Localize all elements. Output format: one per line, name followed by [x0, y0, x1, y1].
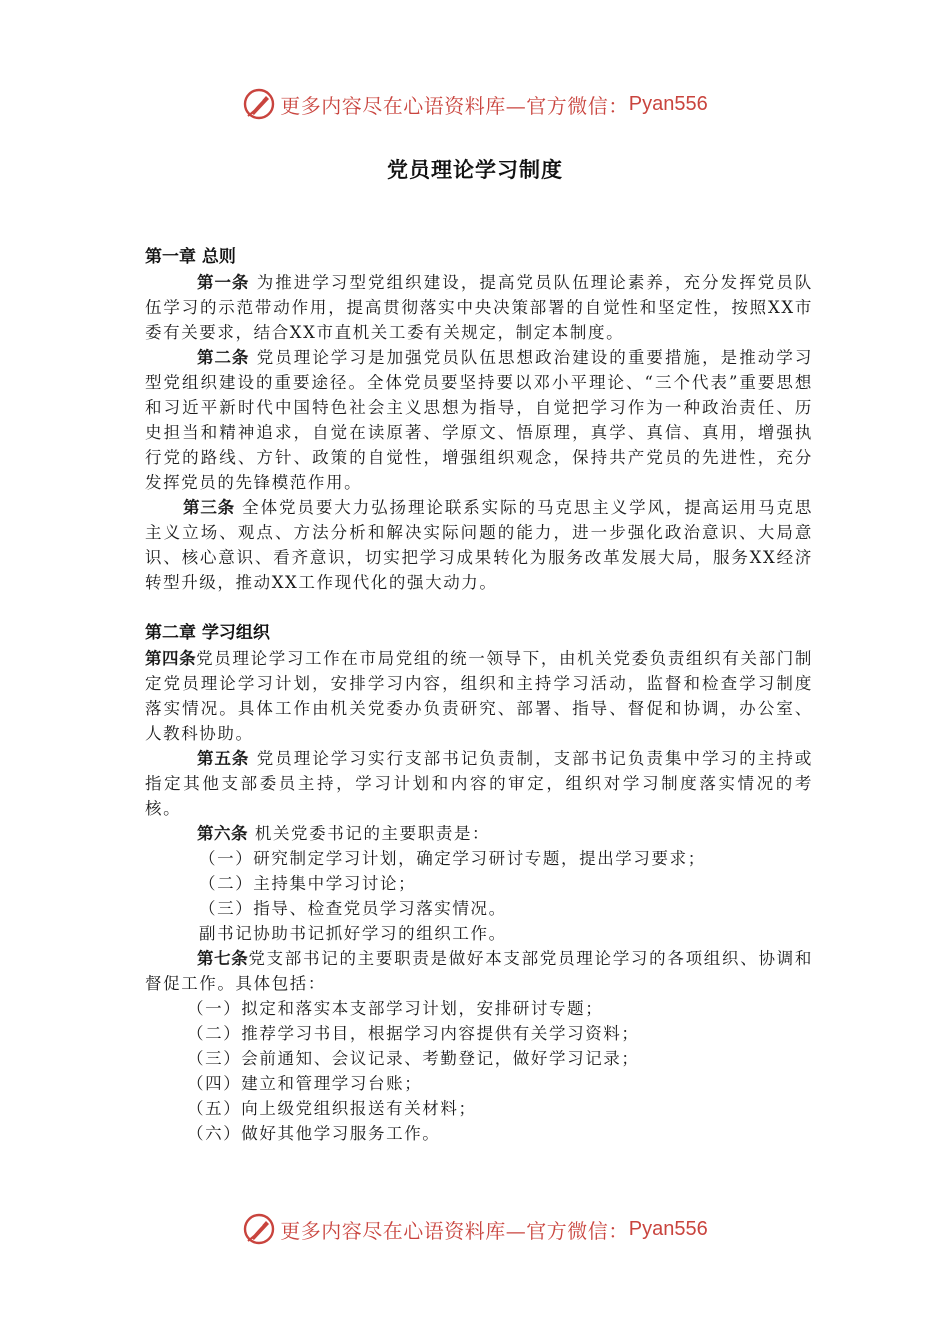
- watermark-text: 更多内容尽在心语资料库—官方微信：: [280, 1218, 629, 1243]
- quill-pen-logo-icon: [242, 1212, 276, 1246]
- chapter-heading: 第二章 学习组织: [145, 623, 270, 643]
- article-label: 第四条: [145, 649, 197, 668]
- article-text: 为推进学习型党组织建设，提高党员队伍理论素养，充分发挥党员队伍学习的示范带动作用，提高贯彻落实中央决策部署的自觉性和坚定性，按照XX市委有关要求，结合XX市直机关工委有关规定，制定本制度。: [145, 273, 813, 342]
- article-label: 第六条: [197, 824, 248, 843]
- list-item: （三）指导、检查党员学习落实情况。: [199, 899, 507, 918]
- watermark-wechat-id: Pyan556: [628, 92, 708, 115]
- watermark-wechat-id: Pyan556: [628, 1217, 708, 1240]
- article-text: 党员理论学习工作在市局党组的统一领导下，由机关党委负责组织有关部门制定党员理论学习计划，安排学习内容，组织和主持学习活动，监督和检查学习制度落实情况。具体工作由机关党委办负责研究、部署、指导、督促和协调，办公室、人教科协助。: [145, 649, 814, 743]
- list-item: （六）做好其他学习服务工作。: [187, 1124, 441, 1143]
- article-label: 第二条: [197, 348, 250, 367]
- article-text: 机关党委书记的主要职责是：: [248, 824, 491, 843]
- watermark-banner-bottom: [0, 1209, 950, 1249]
- quill-pen-logo-icon: [242, 87, 276, 121]
- article-text: 全体党员要大力弘扬理论联系实际的马克思主义学风，提高运用马克思主义立场、观点、方法分析和解决实际问题的能力，进一步强化政治意识、大局意识、核心意识、看齐意识，切实把学习成果转化为服务改革发展大局，服务XX经济转型升级，推动XX工作现代化的强大动力。: [145, 498, 814, 592]
- list-item: （二）推荐学习书目，根据学习内容提供有关学习资料；: [187, 1024, 640, 1043]
- article-label: 第七条: [197, 949, 249, 968]
- chapter-heading: 第一章 总则: [145, 247, 236, 267]
- list-item: （一）研究制定学习计划，确定学习研讨专题，提出学习要求；: [199, 849, 706, 868]
- article-paragraph: [145, 495, 813, 595]
- watermark-banner-top: [0, 84, 950, 124]
- document-title: 党员理论学习制度: [387, 158, 563, 182]
- article-paragraph: [145, 345, 813, 495]
- list-item: （五）向上级党组织报送有关材料；: [187, 1099, 477, 1118]
- article-note: 副书记协助书记抓好学习的组织工作。: [199, 924, 507, 943]
- article-text: 党员理论学习实行支部书记负责制，支部书记负责集中学习的主持或指定其他支部委员主持，学习计划和内容的审定，组织对学习制度落实情况的考核。: [145, 749, 813, 818]
- article-text: 党员理论学习是加强党员队伍思想政治建设的重要措施，是推动学习型党组织建设的重要途径。全体党员要坚持要以邓小平理论、“三个代表”重要思想和习近平新时代中国特色社会主义思想为指导，自觉把学习作为一种政治责任、历史担当和精神追求，自觉在读原著、学原文、悟原理，真学、真信、真用，增强执行党的路线、方针、政策的自觉性，增强组织观念，保持共产党员的先进性，充分发挥党员的先锋模范作用。: [145, 348, 813, 492]
- article-paragraph: [145, 646, 813, 746]
- article-text: 党支部书记的主要职责是做好本支部党员理论学习的各项组织、协调和督促工作。具体包括：: [145, 949, 813, 993]
- article-paragraph: [145, 746, 813, 821]
- article-label: 第三条: [183, 498, 235, 517]
- document-body: [145, 244, 813, 1146]
- list-item: （四）建立和管理学习台账；: [187, 1074, 423, 1093]
- article-label: 第五条: [197, 749, 250, 768]
- article-label: 第一条: [197, 273, 250, 292]
- watermark-text: 更多内容尽在心语资料库—官方微信：: [280, 93, 629, 118]
- article-paragraph: [145, 270, 813, 345]
- article-paragraph: [145, 821, 813, 846]
- article-paragraph: [145, 946, 813, 996]
- list-item: （一）拟定和落实本支部学习计划，安排研讨专题；: [187, 999, 604, 1018]
- list-item: （二）主持集中学习讨论；: [199, 874, 417, 893]
- list-item: （三）会前通知、会议记录、考勤登记，做好学习记录；: [187, 1049, 640, 1068]
